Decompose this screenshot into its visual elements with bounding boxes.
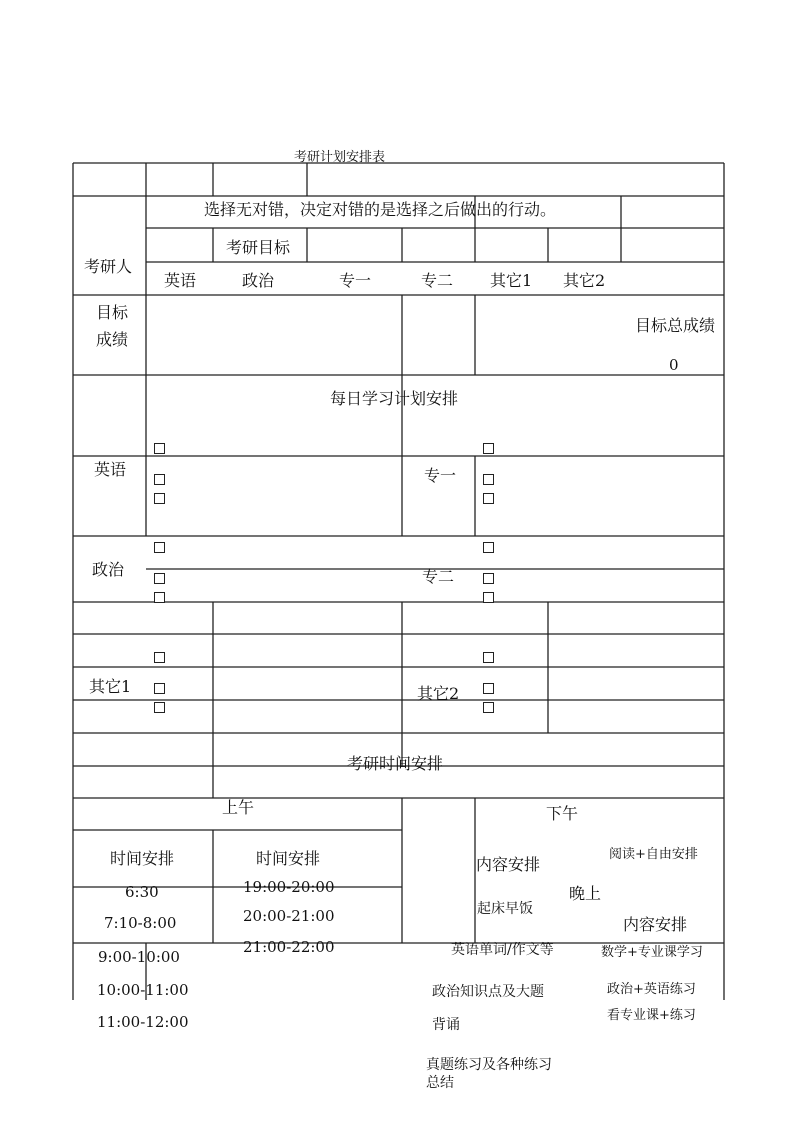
daily-plan-title: 每日学习计划安排 [330, 389, 459, 408]
morning-time-slot: 6:30 [125, 883, 159, 901]
major2-task-checkbox[interactable] [483, 542, 494, 553]
afternoon-content-item: 政治+英语练习 [607, 982, 696, 997]
other2-task-checkbox[interactable] [483, 702, 494, 713]
other2-task-checkbox[interactable] [483, 683, 494, 694]
subject-other2-header: 其它2 [563, 271, 606, 290]
person-label: 考研人 [84, 257, 133, 276]
evening-label: 晚上 [569, 884, 602, 903]
major2-plan-label: 专二 [422, 567, 455, 586]
other1-task-checkbox[interactable] [154, 652, 165, 663]
subject-politics-header: 政治 [242, 271, 275, 290]
politics-plan-label: 政治 [92, 560, 125, 579]
afternoon-content-item: 阅读+自由安排 [609, 847, 698, 862]
motto-text: 选择无对错，决定对错的是选择之后做出的行动。 [204, 200, 557, 219]
major1-task-checkbox[interactable] [483, 474, 494, 485]
schedule-title: 考研时间安排 [347, 754, 444, 773]
major1-plan-label: 专一 [424, 466, 457, 485]
other1-plan-label: 其它1 [89, 677, 132, 696]
evening-time-slot: 19:00-20:00 [243, 878, 335, 896]
morning-content-item: 背诵 [432, 1017, 460, 1033]
afternoon-content-item: 数学+专业课学习 [601, 945, 703, 960]
evening-time-slot: 20:00-21:00 [243, 907, 335, 925]
target-score-label-line1: 目标 [96, 303, 129, 322]
morning-time-slot: 9:00-10:00 [98, 948, 180, 966]
major2-task-checkbox[interactable] [483, 592, 494, 603]
major2-task-checkbox[interactable] [483, 573, 494, 584]
other2-plan-label: 其它2 [417, 684, 460, 703]
english-task-checkbox[interactable] [154, 474, 165, 485]
morning-content-item: 起床早饭 [477, 901, 533, 917]
afternoon-label: 下午 [546, 804, 579, 823]
politics-task-checkbox[interactable] [154, 573, 165, 584]
afternoon-content-item: 看专业课+练习 [607, 1008, 696, 1023]
morning-content-item: 英语单词/作文等 [451, 942, 554, 958]
morning-content-item: 政治知识点及大题 [432, 984, 544, 1000]
major1-task-checkbox[interactable] [483, 443, 494, 454]
english-task-checkbox[interactable] [154, 493, 165, 504]
morning-content-item: 总结 [426, 1075, 454, 1091]
subject-other1-header: 其它1 [490, 271, 533, 290]
other1-task-checkbox[interactable] [154, 683, 165, 694]
subject-major1-header: 专一 [339, 271, 372, 290]
document-title: 考研计划安排表 [294, 150, 386, 165]
morning-time-slot: 11:00-12:00 [97, 1013, 189, 1031]
english-plan-label: 英语 [94, 460, 127, 479]
politics-task-checkbox[interactable] [154, 542, 165, 553]
morning-content-item: 真题练习及各种练习 [426, 1057, 552, 1073]
evening-time-header: 时间安排 [256, 849, 321, 868]
morning-time-slot: 7:10-8:00 [104, 914, 177, 932]
morning-label: 上午 [222, 798, 255, 817]
subject-english-header: 英语 [164, 271, 197, 290]
target-total-value: 0 [669, 356, 679, 374]
politics-task-checkbox[interactable] [154, 592, 165, 603]
target-score-label-line2: 成绩 [96, 330, 129, 349]
evening-content-header: 内容安排 [623, 915, 688, 934]
target-total-label: 目标总成绩 [635, 316, 716, 335]
morning-content-header: 内容安排 [476, 855, 541, 874]
evening-time-slot: 21:00-22:00 [243, 938, 335, 956]
other2-task-checkbox[interactable] [483, 652, 494, 663]
subject-major2-header: 专二 [421, 271, 454, 290]
english-task-checkbox[interactable] [154, 443, 165, 454]
morning-time-header: 时间安排 [110, 849, 175, 868]
goal-label: 考研目标 [226, 238, 291, 257]
other1-task-checkbox[interactable] [154, 702, 165, 713]
morning-time-slot: 10:00-11:00 [97, 981, 189, 999]
major1-task-checkbox[interactable] [483, 493, 494, 504]
